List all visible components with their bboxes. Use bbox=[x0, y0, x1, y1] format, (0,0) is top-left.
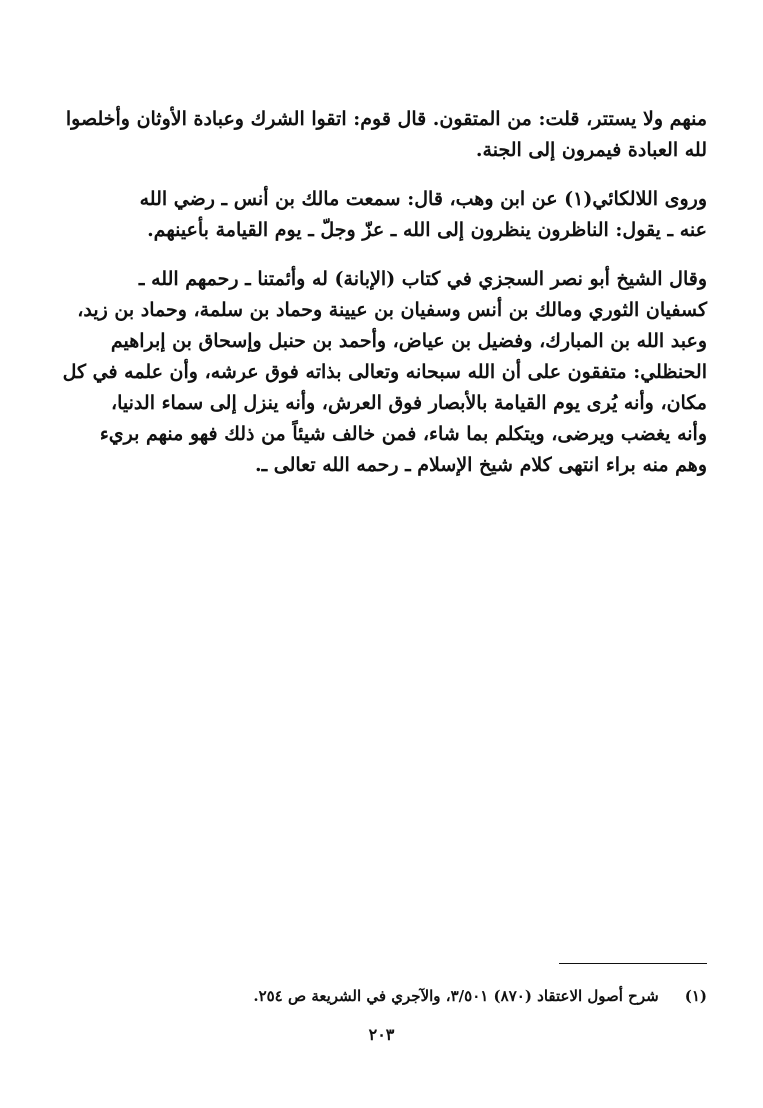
footnote-text: شرح أصول الاعتقاد (٨٧٠) ٣/٥٠١، والآجري في الشريعة ص ٢٥٤. bbox=[253, 987, 659, 1005]
text-line: لله العبادة فيمرون إلى الجنة. bbox=[475, 139, 707, 161]
footnote bbox=[59, 985, 707, 1007]
text-line: عنه ـ يقول: الناظرون ينظرون إلى الله ـ عزّ وجلّ ـ يوم القيامة بأعينهم. bbox=[147, 219, 707, 241]
text-line: منهم ولا يستتر، قلت: من المتقون. قال قوم: اتقوا الشرك وعبادة الأوثان وأخلصوا bbox=[65, 108, 707, 130]
footnote-marker: (١) bbox=[684, 987, 707, 1005]
main-text bbox=[59, 104, 707, 499]
paragraph-2 bbox=[59, 184, 707, 246]
page-number: ٢٠٣ bbox=[368, 1025, 395, 1044]
text-line: وقال الشيخ أبو نصر السجزي في كتاب (الإبانة) له وأئمتنا ـ رحمهم الله ـ bbox=[138, 268, 707, 290]
text-line: الحنظلي: متفقون على أن الله سبحانه وتعالى بذاته فوق عرشه، وأن علمه في كل bbox=[62, 361, 707, 383]
paragraph-3 bbox=[59, 264, 707, 481]
text-line: مكان، وأنه يُرى يوم القيامة بالأبصار فوق العرش، وأنه ينزل إلى سماء الدنيا، bbox=[110, 392, 707, 414]
text-line: كسفيان الثوري ومالك بن أنس وسفيان بن عيينة وحماد بن سلمة، وحماد بن زيد، bbox=[77, 299, 707, 321]
text-line: وروى اللالكائي(١) عن ابن وهب، قال: سمعت مالك بن أنس ـ رضي الله bbox=[139, 188, 707, 210]
paragraph-1 bbox=[59, 104, 707, 166]
text-line: وعبد الله بن المبارك، وفضيل بن عياض، وأحمد بن حنبل وإسحاق بن إبراهيم bbox=[110, 330, 707, 352]
text-line: وهم منه براء انتهى كلام شيخ الإسلام ـ رحمه الله تعالى ـ. bbox=[254, 454, 707, 476]
text-line: وأنه يغضب ويرضى، ويتكلم بما شاء، فمن خالف شيئاً من ذلك فهو منهم بريء bbox=[99, 423, 707, 445]
footnote-separator bbox=[559, 963, 707, 964]
